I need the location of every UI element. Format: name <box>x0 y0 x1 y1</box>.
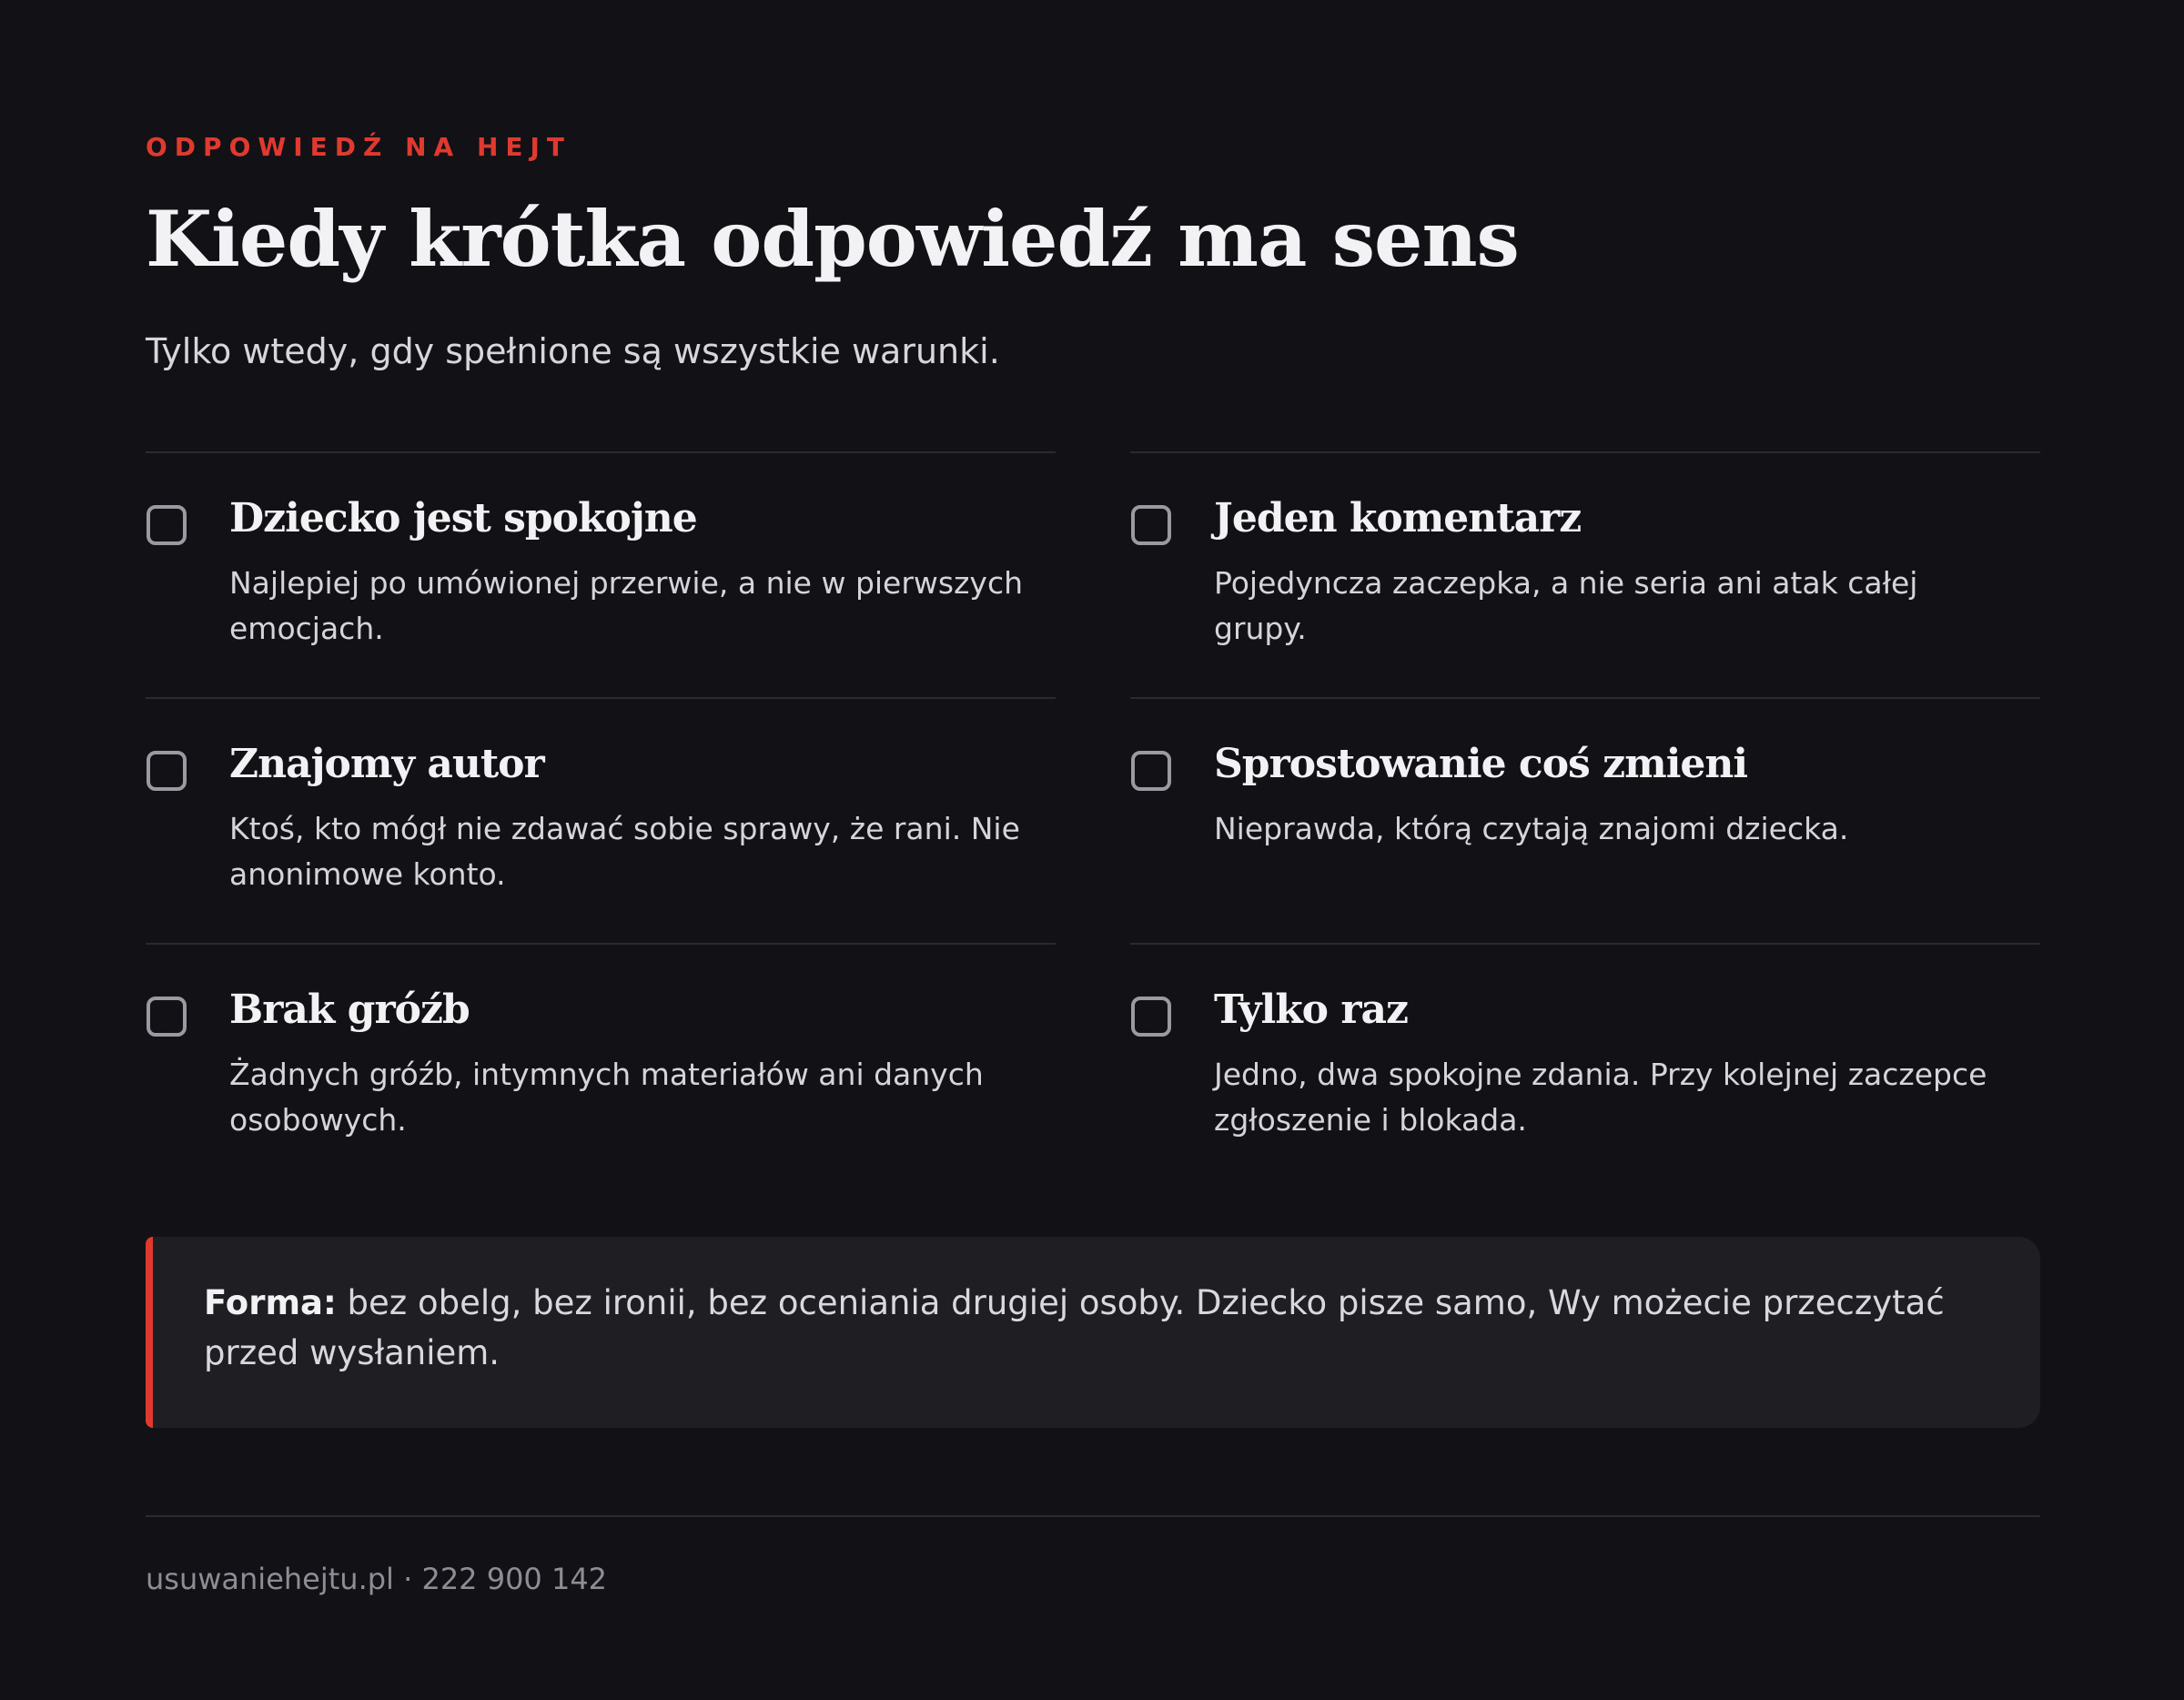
checklist-item-description: Żadnych gróźb, intymnych materiałów ani danych osobowych. <box>229 1057 984 1138</box>
checklist-item <box>1130 451 2040 697</box>
checklist-item <box>146 451 1056 697</box>
page-subtitle: Tylko wtedy, gdy spełnione są wszystkie warunki. <box>146 331 1000 371</box>
callout-label: Forma: <box>204 1283 337 1322</box>
checklist-item-title: Sprostowanie coś zmieni <box>1214 741 1748 787</box>
checklist-item-title: Brak gróźb <box>229 987 470 1033</box>
checklist-item-title: Tylko raz <box>1214 987 1409 1033</box>
checklist-item-title: Dziecko jest spokojne <box>229 495 697 541</box>
checklist-item-description: Jedno, dwa spokojne zdania. Przy kolejnej zaczepce zgłoszenie i blokada. <box>1214 1057 1987 1138</box>
checklist <box>146 451 2040 1189</box>
checkbox[interactable] <box>147 997 187 1037</box>
checkbox[interactable] <box>1131 505 1171 545</box>
checklist-item-description: Najlepiej po umówionej przerwie, a nie w pierwszych emocjach. <box>229 565 1024 646</box>
checkbox[interactable] <box>147 751 187 791</box>
checklist-item-title: Znajomy autor <box>229 741 544 787</box>
checklist-item <box>1130 697 2040 943</box>
form-note-callout <box>146 1237 2040 1428</box>
checkbox[interactable] <box>1131 751 1171 791</box>
page-title: Kiedy krótka odpowiedź ma sens <box>146 194 1519 284</box>
checkbox[interactable] <box>147 505 187 545</box>
checklist-item <box>146 697 1056 943</box>
checklist-item <box>146 943 1056 1189</box>
eyebrow-label: ODPOWIEDŹ NA HEJT <box>146 132 572 162</box>
callout-text: bez obelg, bez ironii, bez oceniania drugiej osoby. Dziecko pisze samo, Wy możecie przeczytać przed wysłaniem. <box>204 1283 1945 1372</box>
checklist-item-title: Jeden komentarz <box>1214 495 1582 541</box>
checklist-item-description: Ktoś, kto mógł nie zdawać sobie sprawy, że rani. Nie anonimowe konto. <box>229 811 1020 892</box>
checklist-item-description: Nieprawda, którą czytają znajomi dziecka. <box>1214 811 1849 846</box>
footer-divider <box>146 1515 2040 1517</box>
checklist-item-description: Pojedyncza zaczepka, a nie seria ani atak całej grupy. <box>1214 565 1918 646</box>
footer-contact: usuwaniehejtu.pl · 222 900 142 <box>146 1562 608 1596</box>
checklist-item <box>1130 943 2040 1189</box>
checkbox[interactable] <box>1131 997 1171 1037</box>
